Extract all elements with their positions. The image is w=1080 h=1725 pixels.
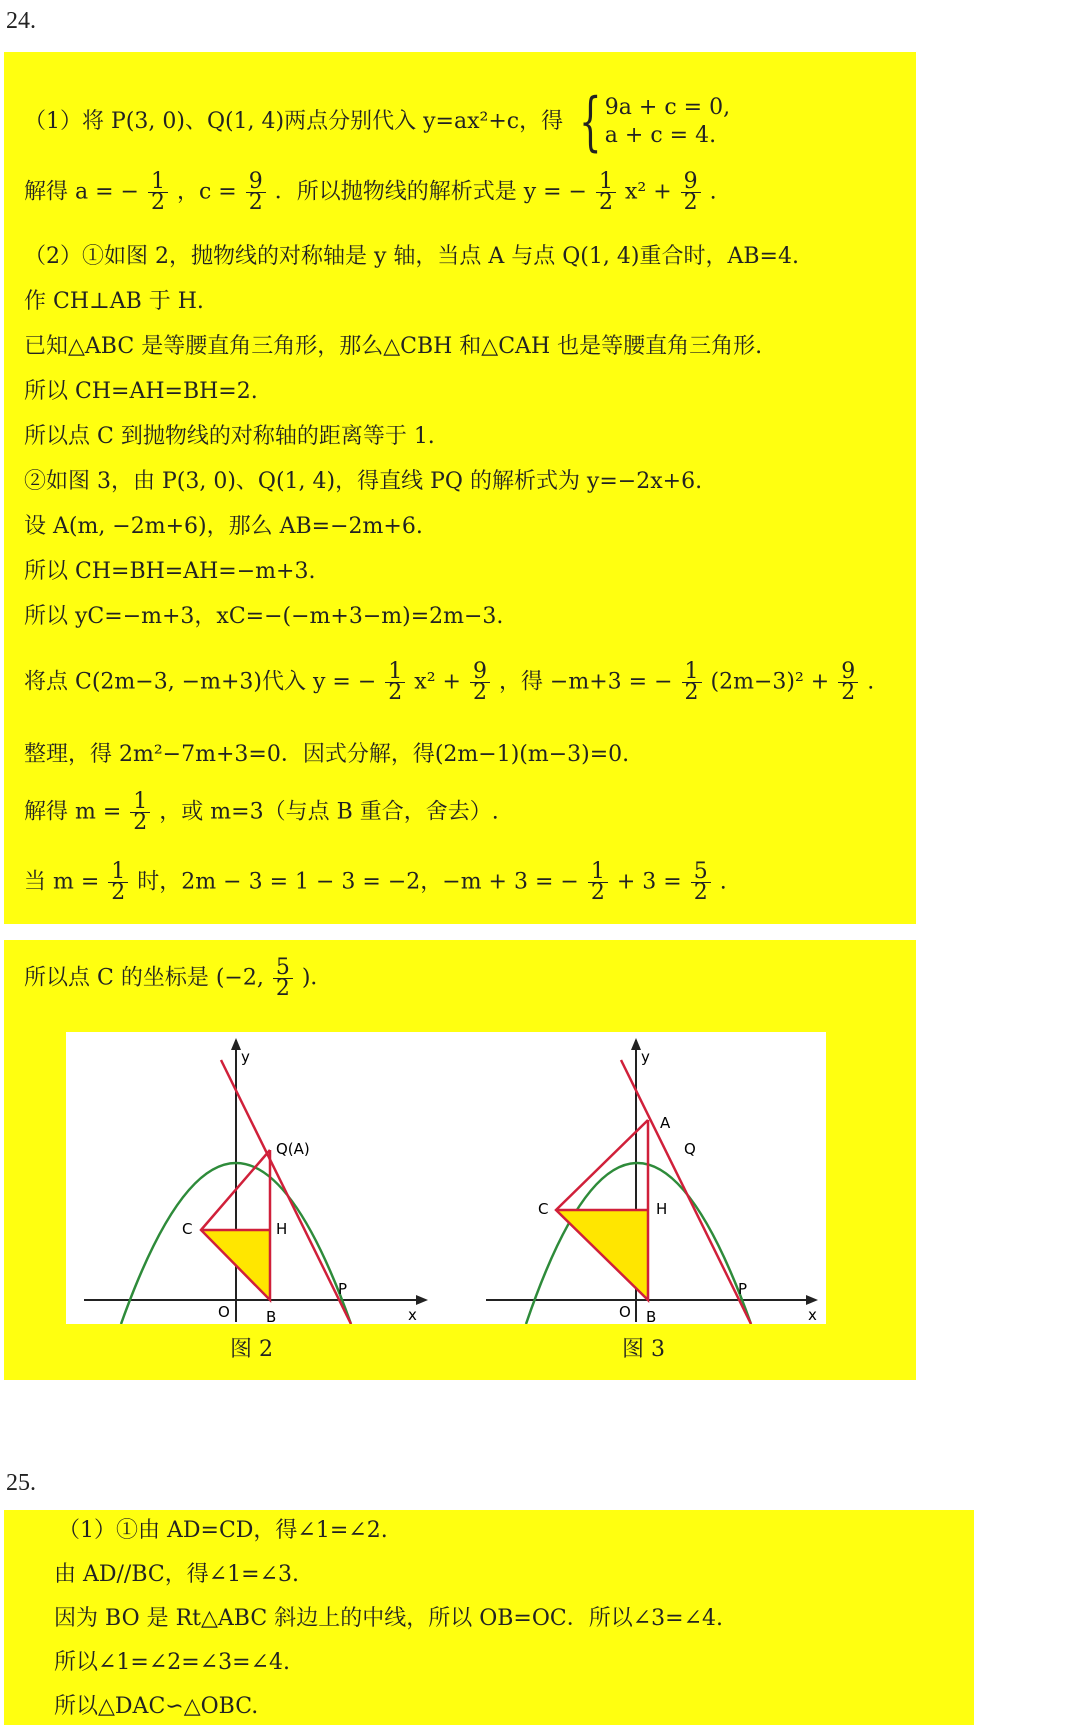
text: . <box>867 669 875 695</box>
fraction: $\frac{9}{2}$ <box>470 662 490 703</box>
label-b: B <box>266 1308 277 1324</box>
text: . <box>719 869 727 895</box>
label-q: Q <box>684 1140 696 1158</box>
text: 将点 C(2m−3, −m+3)代入 y = − <box>24 669 377 695</box>
text: ，c = <box>176 179 237 205</box>
label-p: P <box>738 1280 748 1298</box>
label-y: y <box>241 1048 250 1066</box>
answer-line-6: 所以 CH=AH=BH=2. <box>24 379 258 404</box>
answer-line-11: 所以 yC=−m+3，xC=−(−m+3−m)=2m−3. <box>24 604 504 629</box>
fraction: $\frac{1}{2}$ <box>148 172 168 213</box>
label-h: H <box>276 1220 288 1238</box>
answer-block-25 <box>4 1510 974 1725</box>
answer-line-3: 因为 BO 是 Rt△ABC 斜边上的中线，所以 OB=OC．所以∠3=∠4. <box>54 1606 723 1631</box>
answer-line-8: ②如图 3，由 P(3, 0)、Q(1, 4)，得直线 PQ 的解析式为 y=−2x+6. <box>24 469 703 494</box>
text: )． <box>301 965 333 991</box>
y-axis-arrow <box>231 1038 241 1050</box>
figure-svg <box>66 1032 826 1324</box>
x-axis-arrow <box>416 1295 428 1305</box>
answer-line-1: （1）①由 AD=CD，得∠1=∠2. <box>58 1518 388 1543</box>
fraction: $\frac{9}{2}$ <box>681 172 701 213</box>
label-x: x <box>408 1306 417 1324</box>
figure-3-caption: 图 3 <box>622 1337 665 1362</box>
answer-line-9: 设 A(m, −2m+6)，那么 AB=−2m+6. <box>24 514 423 539</box>
answer-line-5: 已知△ABC 是等腰直角三角形，那么△CBH 和△CAH 也是等腰直角三角形. <box>24 334 763 359</box>
answer-line-4: 作 CH⊥AB 于 H. <box>24 289 204 314</box>
line-pq <box>221 1060 351 1324</box>
equation-system: { 9a + c = 0, a + c = 4. <box>579 85 731 159</box>
figure-2 <box>84 1038 428 1324</box>
answer-block-24-figures <box>4 940 916 1380</box>
figures-panel <box>66 1032 826 1324</box>
text: 解得 a = − <box>24 179 139 205</box>
fraction: $\frac{1}{2}$ <box>130 792 150 833</box>
text: . <box>709 179 717 205</box>
label-p: P <box>338 1280 348 1298</box>
fraction: $\frac{5}{2}$ <box>691 862 711 903</box>
text: ，或 m=3（与点 B 重合，舍去）. <box>159 799 499 825</box>
x-axis-arrow <box>806 1295 818 1305</box>
text: x² + <box>625 179 672 205</box>
text: ，得 −m+3 = − <box>498 669 673 695</box>
fraction: $\frac{1}{2}$ <box>682 662 702 703</box>
label-b: B <box>646 1308 657 1324</box>
label-qa: Q(A) <box>276 1140 310 1158</box>
text: ．所以抛物线的解析式是 y = − <box>274 179 587 205</box>
figure-2-caption: 图 2 <box>230 1337 273 1362</box>
label-y: y <box>641 1048 650 1066</box>
label-a: A <box>660 1114 671 1132</box>
answer-line-5: 所以△DAC∽△OBC. <box>54 1694 259 1719</box>
equation-row: a + c = 4. <box>604 123 717 148</box>
text: 时，2m − 3 = 1 − 3 = −2，−m + 3 = − <box>137 869 579 895</box>
fraction: $\frac{1}{2}$ <box>108 862 128 903</box>
label-c: C <box>182 1220 193 1238</box>
answer-line-3: （2）①如图 2，抛物线的对称轴是 y 轴，当点 A 与点 Q(1, 4)重合时，AB=4. <box>24 244 799 269</box>
fraction: $\frac{9}{2}$ <box>838 662 858 703</box>
text: x² + <box>414 669 461 695</box>
figure-3 <box>486 1038 818 1324</box>
text: 解得 m = <box>24 799 122 825</box>
fraction: $\frac{1}{2}$ <box>385 662 405 703</box>
question-number-24: 24. <box>6 8 36 34</box>
label-o: O <box>619 1303 631 1321</box>
text: + 3 = <box>616 869 682 895</box>
answer-line-12 <box>24 659 875 705</box>
answer-line-2 <box>24 169 717 215</box>
text: (2m−3)² + <box>710 669 830 695</box>
answer-line-7: 所以点 C 到抛物线的对称轴的距离等于 1. <box>24 424 435 449</box>
answer-line-16 <box>24 955 333 1001</box>
answer-line-4: 所以∠1=∠2=∠3=∠4. <box>54 1650 291 1675</box>
answer-line-1 <box>24 85 731 159</box>
answer-block-24 <box>4 52 916 924</box>
answer-line-13: 整理，得 2m²−7m+3=0．因式分解，得(2m−1)(m−3)=0. <box>24 742 630 767</box>
label-h: H <box>656 1200 668 1218</box>
label-x: x <box>808 1306 817 1324</box>
question-number-25: 25. <box>6 1470 36 1496</box>
equation-row: 9a + c = 0, <box>604 95 731 120</box>
text: 当 m = <box>24 869 100 895</box>
fraction: $\frac{5}{2}$ <box>273 958 293 999</box>
fraction: $\frac{1}{2}$ <box>588 862 608 903</box>
fraction: $\frac{1}{2}$ <box>596 172 616 213</box>
text: 所以点 C 的坐标是 (−2, <box>24 965 264 991</box>
text: （1）将 P(3, 0)、Q(1, 4)两点分别代入 y=ax²+c，得 <box>24 109 564 134</box>
label-c: C <box>538 1200 549 1218</box>
answer-line-15 <box>24 859 727 905</box>
answer-line-2: 由 AD//BC，得∠1=∠3. <box>54 1562 300 1587</box>
answer-line-14 <box>24 789 499 835</box>
answer-line-10: 所以 CH=BH=AH=−m+3. <box>24 559 316 584</box>
y-axis-arrow <box>631 1038 641 1050</box>
fraction: $\frac{9}{2}$ <box>246 172 266 213</box>
label-o: O <box>218 1303 230 1321</box>
